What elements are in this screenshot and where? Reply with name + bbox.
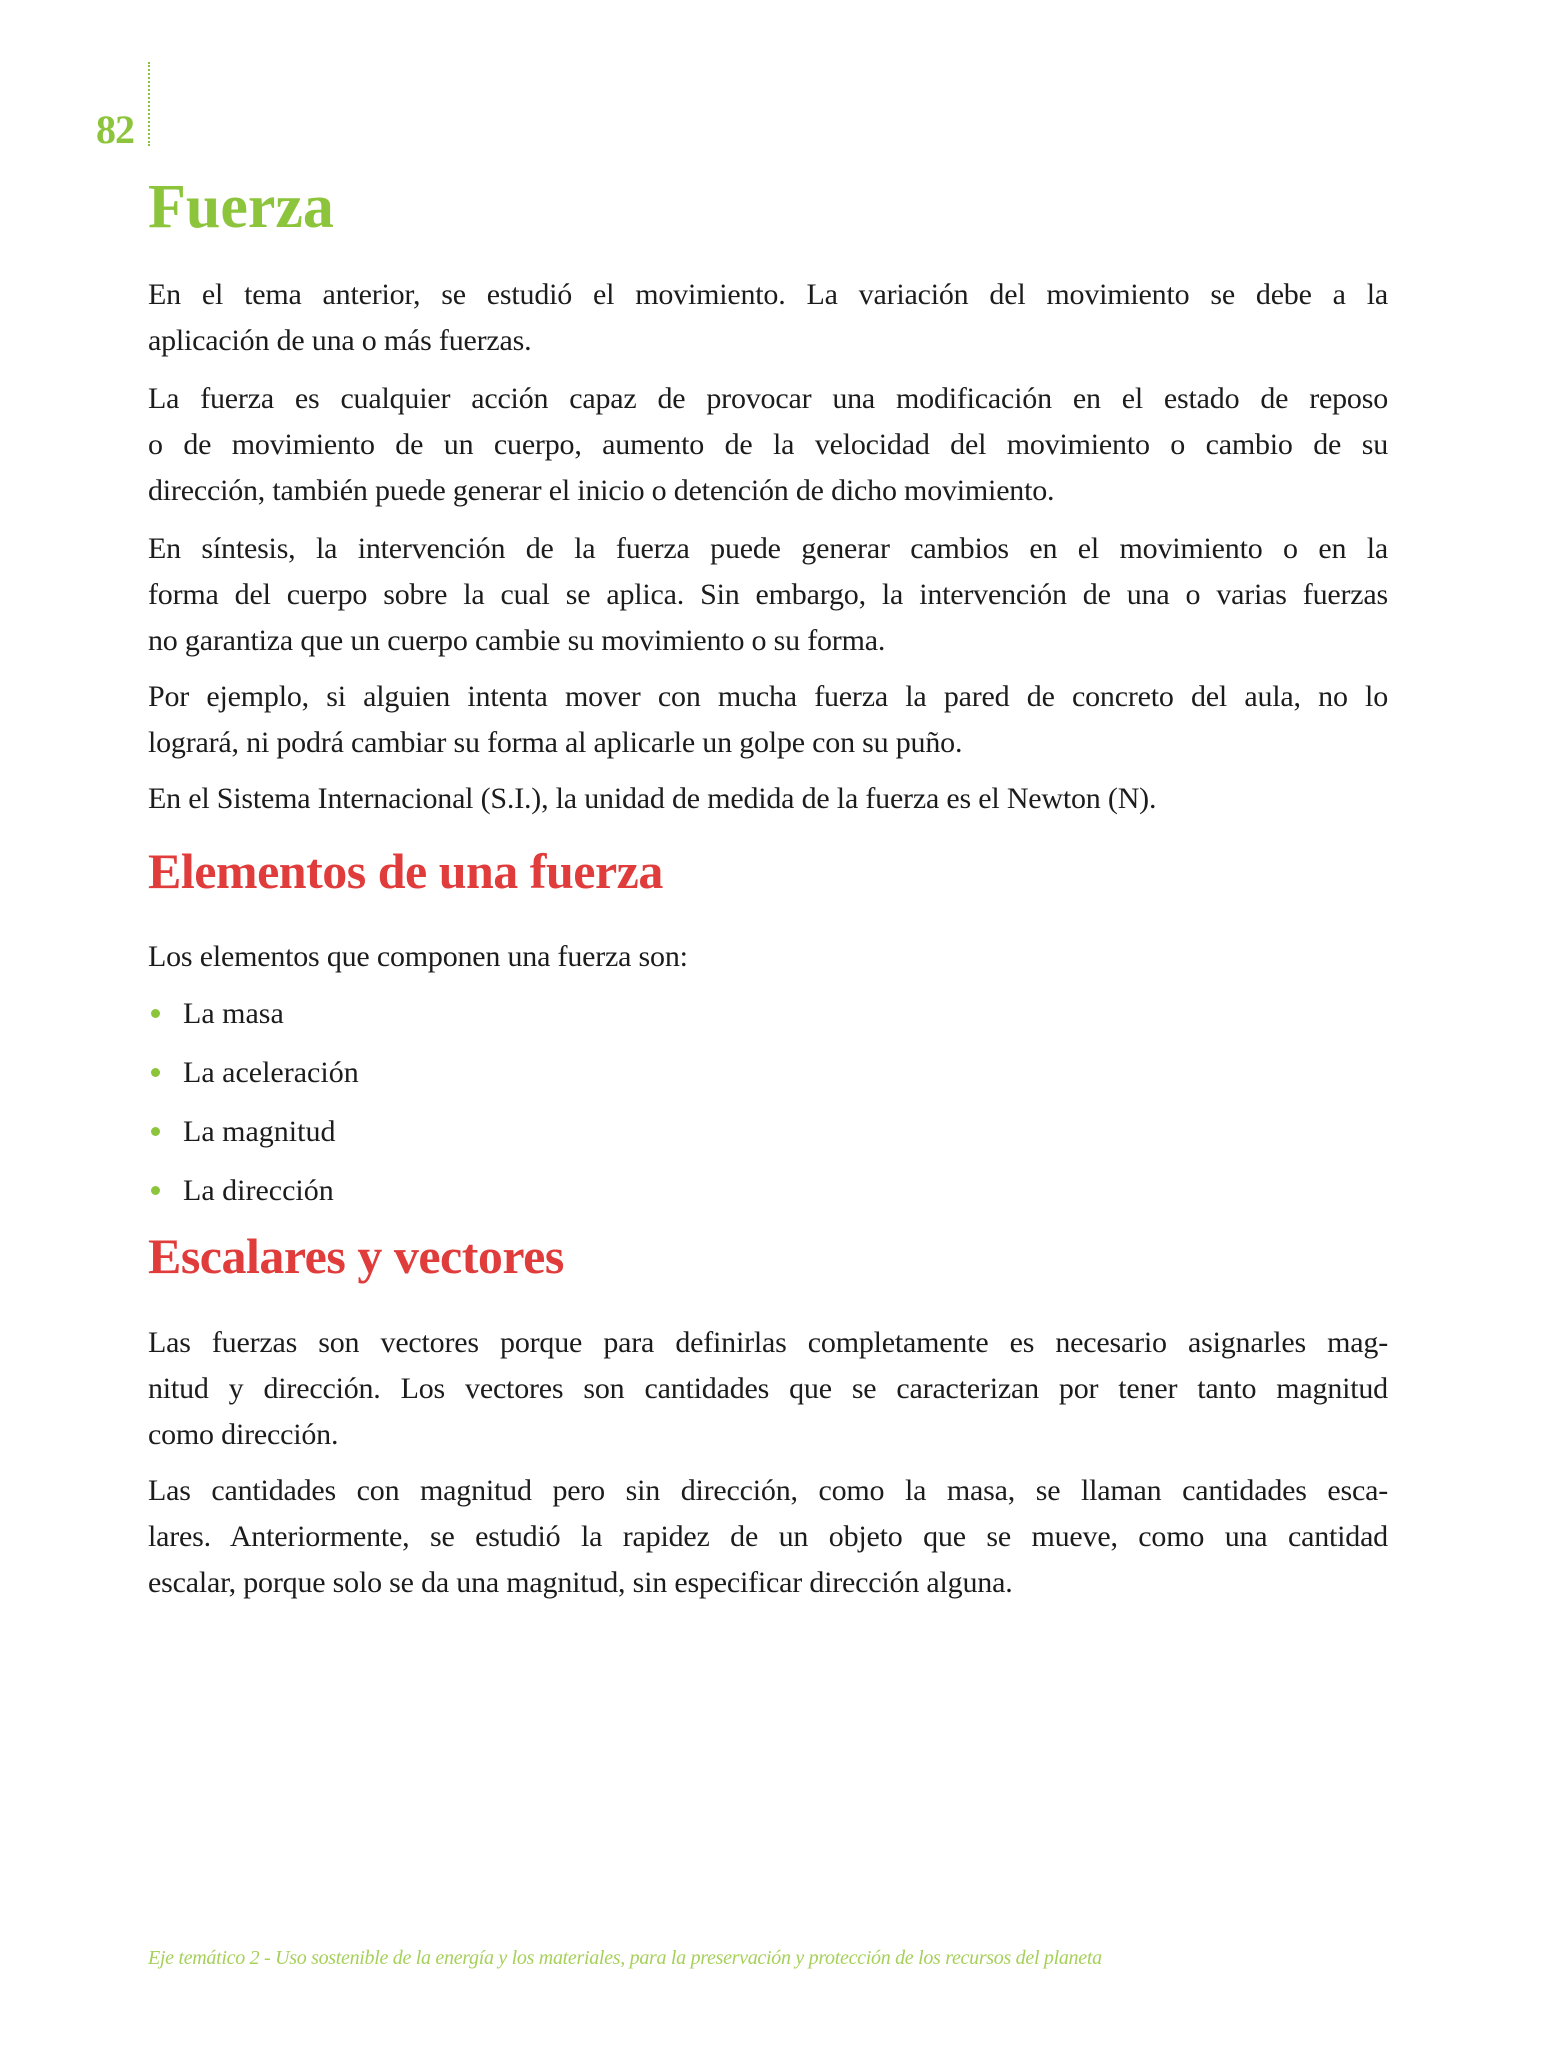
list-item-label: La masa [183, 997, 284, 1030]
text-line: lares. Anteriormente, se estudió la rapidez de un objeto que se mueve, como una cantidad [148, 1520, 1388, 1553]
section-title: Fuerza [148, 173, 334, 241]
text-line: escalar, porque solo se da una magnitud, sin especificar dirección alguna. [148, 1566, 1013, 1599]
list-item [148, 984, 359, 1043]
paragraph-synthesis [148, 526, 1388, 664]
paragraph-vectors [148, 1320, 1388, 1458]
list-item [148, 1102, 359, 1161]
text-line: aplicación de una o más fuerzas. [148, 324, 532, 357]
text-line: Las fuerzas son vectores porque para definirlas completamente es necesario asignarles mag- [148, 1326, 1388, 1359]
list-item [148, 1043, 359, 1102]
text-line: no garantiza que un cuerpo cambie su movimiento o su forma. [148, 624, 886, 657]
text-line: forma del cuerpo sobre la cual se aplica. Sin embargo, la intervención de una o varias fuerzas [148, 578, 1388, 611]
text-line: En el Sistema Internacional (S.I.), la unidad de medida de la fuerza es el Newton (N). [148, 782, 1157, 815]
paragraph-intro [148, 272, 1388, 364]
list-item-label: La aceleración [183, 1056, 359, 1089]
list-item [148, 1161, 359, 1220]
text-line: Las cantidades con magnitud pero sin dirección, como la masa, se llaman cantidades esca- [148, 1474, 1388, 1507]
bullet-dot-icon [151, 1127, 160, 1136]
heading-scalars-vectors: Escalares y vectores [148, 1228, 564, 1284]
page-number-dotted-rule [148, 62, 150, 146]
text-line: dirección, también puede generar el inicio o detención de dicho movimiento. [148, 474, 1055, 507]
page-number: 82 [96, 107, 134, 152]
text-line: como dirección. [148, 1418, 339, 1451]
text-line: En el tema anterior, se estudió el movimiento. La variación del movimiento se debe a la [148, 278, 1388, 311]
bullet-dot-icon [151, 1068, 160, 1077]
text-line: o de movimiento de un cuerpo, aumento de la velocidad del movimiento o cambio de su [148, 428, 1388, 461]
paragraph-si-unit [148, 776, 1388, 822]
paragraph-example [148, 674, 1388, 766]
heading-elements: Elementos de una fuerza [148, 843, 663, 899]
running-footer: Eje temático 2 - Uso sostenible de la energía y los materiales, para la preservación y protección de los recursos del planeta [148, 1947, 1102, 1969]
text-line: En síntesis, la intervención de la fuerza puede generar cambios en el movimiento o en la [148, 532, 1388, 565]
text-line: Los elementos que componen una fuerza son: [148, 940, 688, 973]
bullet-dot-icon [151, 1009, 160, 1018]
paragraph-scalars [148, 1468, 1388, 1606]
text-line: Por ejemplo, si alguien intenta mover con mucha fuerza la pared de concreto del aula, no lo [148, 680, 1388, 713]
text-line: La fuerza es cualquier acción capaz de provocar una modificación en el estado de reposo [148, 382, 1388, 415]
list-item-label: La magnitud [183, 1115, 336, 1148]
text-line: nitud y dirección. Los vectores son cantidades que se caracterizan por tener tanto magnitud [148, 1372, 1388, 1405]
bullet-dot-icon [151, 1186, 160, 1195]
elements-list [148, 984, 359, 1220]
list-item-label: La dirección [183, 1174, 334, 1207]
elements-intro [148, 934, 1388, 980]
paragraph-definition [148, 376, 1388, 514]
text-line: logrará, ni podrá cambiar su forma al aplicarle un golpe con su puño. [148, 726, 963, 759]
